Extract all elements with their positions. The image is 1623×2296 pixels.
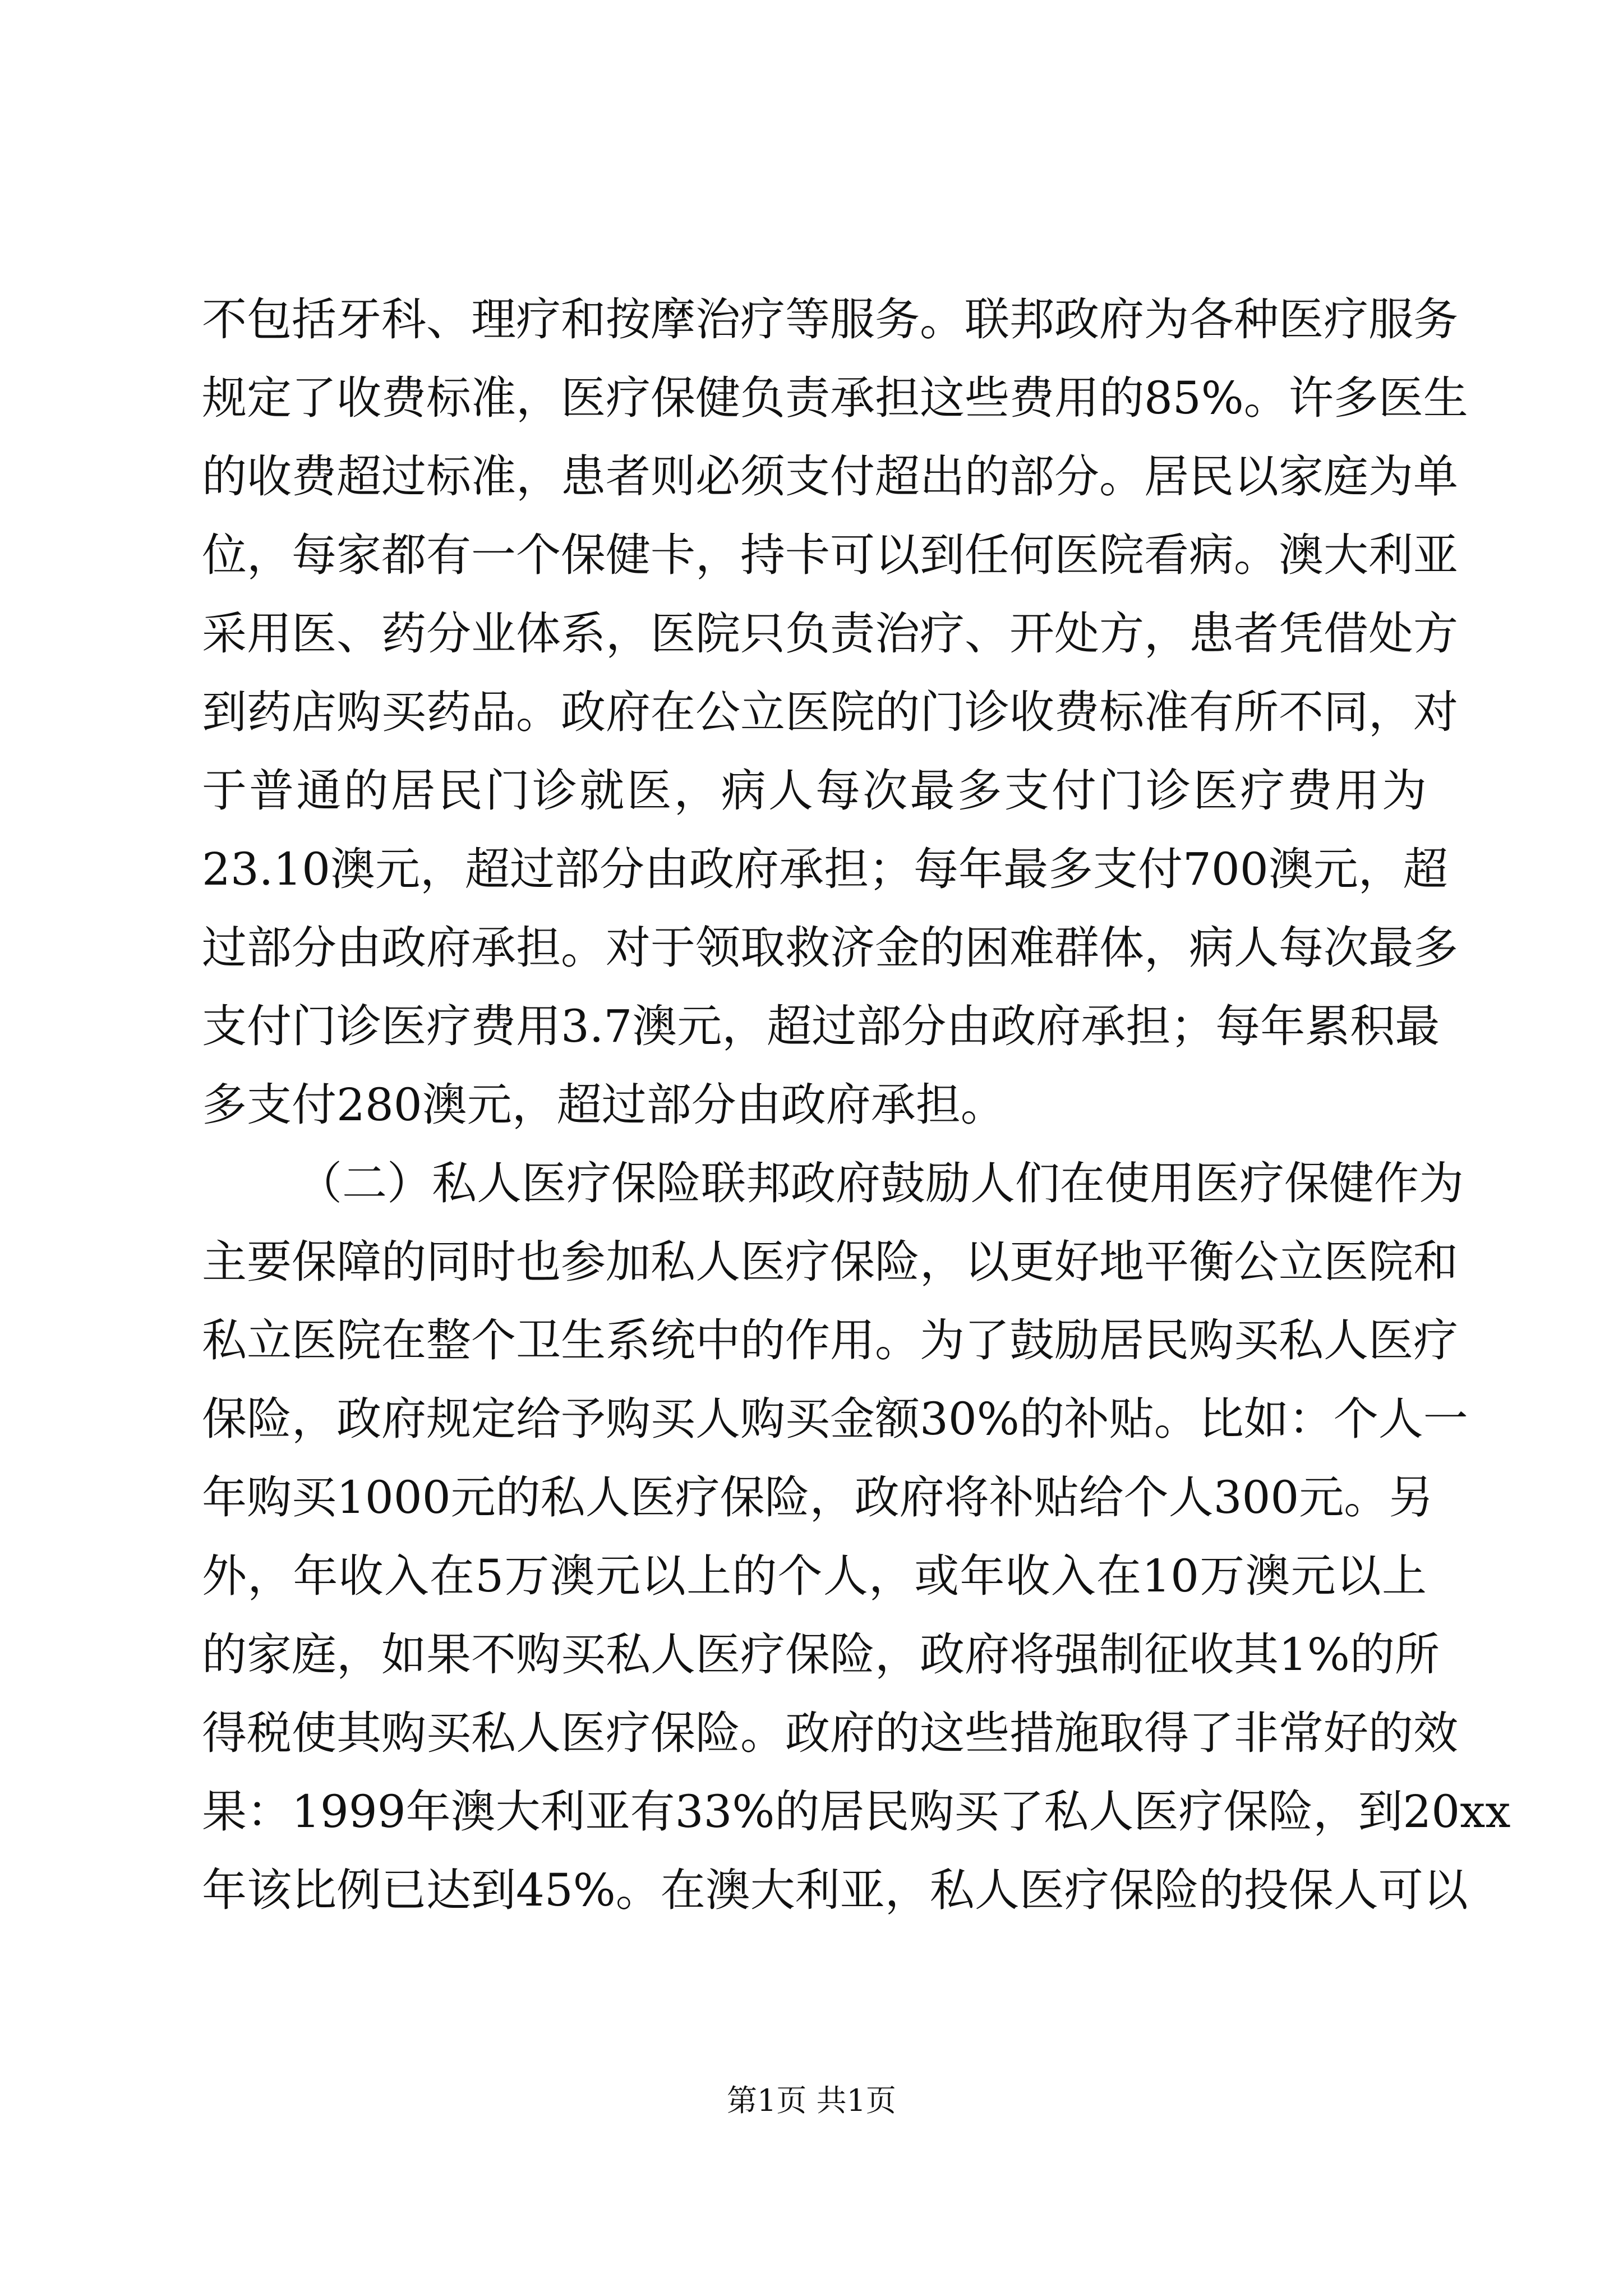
page-number-label: 第1页 共1页 bbox=[727, 2083, 896, 2118]
text-line: 外，年收入在5万澳元以上的个人，或年收入在10万澳元以上 bbox=[202, 1550, 1427, 1602]
section-heading-line: （二）私人医疗保险联邦政府鼓励人们在使用医疗保健作为 bbox=[297, 1157, 1464, 1209]
text-line: 主要保障的同时也参加私人医疗保险，以更好地平衡公立医院和 bbox=[202, 1236, 1458, 1288]
text-line: 23.10澳元，超过部分由政府承担；每年最多支付700澳元，超 bbox=[202, 843, 1448, 895]
text-line: 私立医院在整个卫生系统中的作用。为了鼓励居民购买私人医疗 bbox=[202, 1314, 1458, 1366]
text-line: 果：1999年澳大利亚有33%的居民购买了私人医疗保险，到20xx bbox=[202, 1786, 1511, 1838]
text-line: 年购买1000元的私人医疗保险，政府将补贴给个人300元。另 bbox=[202, 1471, 1434, 1524]
text-line: 过部分由政府承担。对于领取救济金的困难群体，病人每次最多 bbox=[202, 922, 1458, 974]
body-text bbox=[202, 280, 1511, 1930]
text-line: 年该比例已达到45%。在澳大利亚，私人医疗保险的投保人可以 bbox=[202, 1864, 1468, 1916]
text-line: 保险，政府规定给予购买人购买金额30%的补贴。比如：个人一 bbox=[202, 1393, 1468, 1445]
text-line: 规定了收费标准，医疗保健负责承担这些费用的85%。许多医生 bbox=[202, 372, 1468, 424]
text-line: 不包括牙科、理疗和按摩治疗等服务。联邦政府为各种医疗服务 bbox=[202, 293, 1458, 346]
text-line: 得税使其购买私人医疗保险。政府的这些措施取得了非常好的效 bbox=[202, 1707, 1458, 1759]
text-line: 采用医、药分业体系，医院只负责治疗、开处方，患者凭借处方 bbox=[202, 608, 1458, 660]
page-footer bbox=[0, 2078, 1623, 2123]
text-line: 位，每家都有一个保健卡，持卡可以到任何医院看病。澳大利亚 bbox=[202, 529, 1458, 581]
text-line: 支付门诊医疗费用3.7澳元，超过部分由政府承担；每年累积最 bbox=[202, 1000, 1440, 1052]
text-line: 于普通的居民门诊就医，病人每次最多支付门诊医疗费用为 bbox=[202, 765, 1427, 817]
text-line: 多支付280澳元，超过部分由政府承担。 bbox=[202, 1079, 1006, 1131]
text-line: 的收费超过标准，患者则必须支付超出的部分。居民以家庭为单 bbox=[202, 450, 1458, 503]
text-line: 到药店购买药品。政府在公立医院的门诊收费标准有所不同，对 bbox=[202, 686, 1458, 738]
text-line: 的家庭，如果不购买私人医疗保险，政府将强制征收其1%的所 bbox=[202, 1628, 1440, 1681]
